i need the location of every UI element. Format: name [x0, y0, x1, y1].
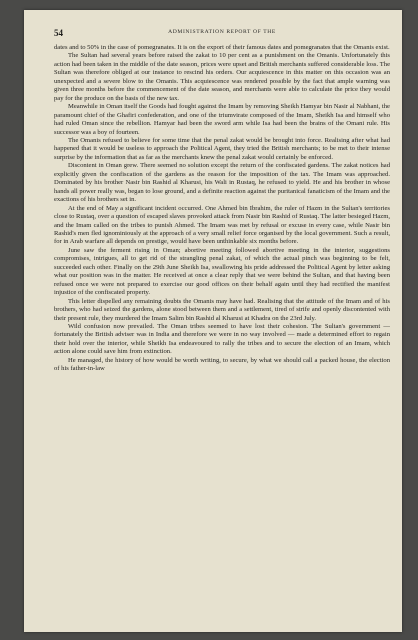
- paragraph: This letter dispelled any remaining doubts the Omanis may have had. Realising that the attitude of the Imam and of his brothers, who had seized the gardens, alone stood between them and a settlement, tired of strife and openly discontented with their present rule, they murdered the Imam Salim bin Rashid al Kharusi at Khadra on the 23rd July.: [54, 297, 390, 322]
- running-title: ADMINISTRATION REPORT OF THE: [168, 29, 276, 35]
- page-number: 54: [54, 28, 63, 38]
- paragraph: Wild confusion now prevailed. The Oman tribes seemed to have lost their cohesion. The Sultan's government — fortunately the British adviser was in India and therefore we were in no way involved — made a determined effort to regain their hold over the interior, while Sheikh Isa endeavoured to rally the tribes and to secure the election of an Imam, which action alone could save him from extinction.: [54, 322, 390, 356]
- paragraph: The Omanis refused to believe for some time that the penal zakat would be brought into force. Realising after what had happened that it would be useless to approach the Political Agent, they tried the British merchants; to be met to their intense surprise by the information that as far as the merchants knew the penal zakat would certainly be enforced.: [54, 136, 390, 161]
- paragraph: The Sultan had several years before raised the zakat to 10 per cent as a punishment on the Omanis. Unfortunately this action had been taken in the middle of the date season, prices were upset and British merchants suffered considerable loss. The Sultan was therefore obliged at our instance to rescind his orders. Our acquiescence in this matter on this occasion was an unexpected and a severe blow to the Omanis. This acquiescence was rendered possible by the fact that ample warning was given three months before the commencement of the date season, and merchants were able to calculate the price they would pay for the produce on the basis of the new tax.: [54, 52, 390, 102]
- paragraph: At the end of May a significant incident occurred. One Ahmed bin Ibrahim, the ruler of Hazm in the Sultan's territories close to Rustaq, over a question of escaped slaves provoked attack from Nasir bin Rashid of Rustaq. The latter besieged Hazm, and the Imam called on the tribes to punish Ahmed. The Imam was met by refusal or excuse in every case, while Nasir bin Rashid's men fled ignominiously at the approach of a very small relief force organised by the local government. Such a result, for in Arab warfare all depends on prestige, would have been unthinkable six months before.: [54, 204, 390, 246]
- paragraph: June saw the ferment rising in Oman; abortive meeting followed abortive meeting in the interior, suggestions compromises, intrigues, all to get rid of the strangling penal zakat, of which the actual pinch was beginning to be felt, succeeded each other. Finally on the 29th June Sheikh Isa, swallowing his pride addressed the Political Agent by letter asking what our position was in the matter. He received at once a clear reply that we were behind the Sultan, and that having been refused once we were not prepared to exercise our good offices on their behalf again until they had rectified the manifest injustice of the confiscated property.: [54, 246, 390, 297]
- page-body: [54, 44, 390, 622]
- page-header: [54, 28, 390, 40]
- paragraph: He managed, the history of how would be worth writing, to secure, by what we should call a packed house, the election of his father-in-law: [54, 356, 390, 373]
- paragraph: Discontent in Oman grew. There seemed no solution except the return of the confiscated gardens. The zakat notices had explicitly given the confiscation of the gardens as the reason for the imposition of the tax. The Imam was approached. Dominated by his brother Nasir bin Rashid al Kharusi, his Wali in Rustaq, he refused to yield. He and his brother in whose hands all power really was, began to lose ground, and a definite reaction against the puritanical fanaticism of the Imam and the exactions of his brothers set in.: [54, 162, 390, 204]
- document-page: [24, 10, 402, 632]
- paragraph: dates and to 50% in the case of pomegranates. It is on the export of their famous dates and pomegranates that the Omanis exist.: [54, 44, 390, 51]
- paragraph: Meanwhile in Oman itself the Goods had fought against the Imam by removing Sheikh Hamyar bin Nasir al Nabhani, the paramount chief of the Ghafiri confederation, and one of the triumvirate composed of the Imam, Sheikh Isa and himself who had ruled Oman since the rebellion. Hamyar had been the sword arm while Isa had been the brains of the Omani rule. His successor was a boy of fourteen.: [54, 103, 390, 136]
